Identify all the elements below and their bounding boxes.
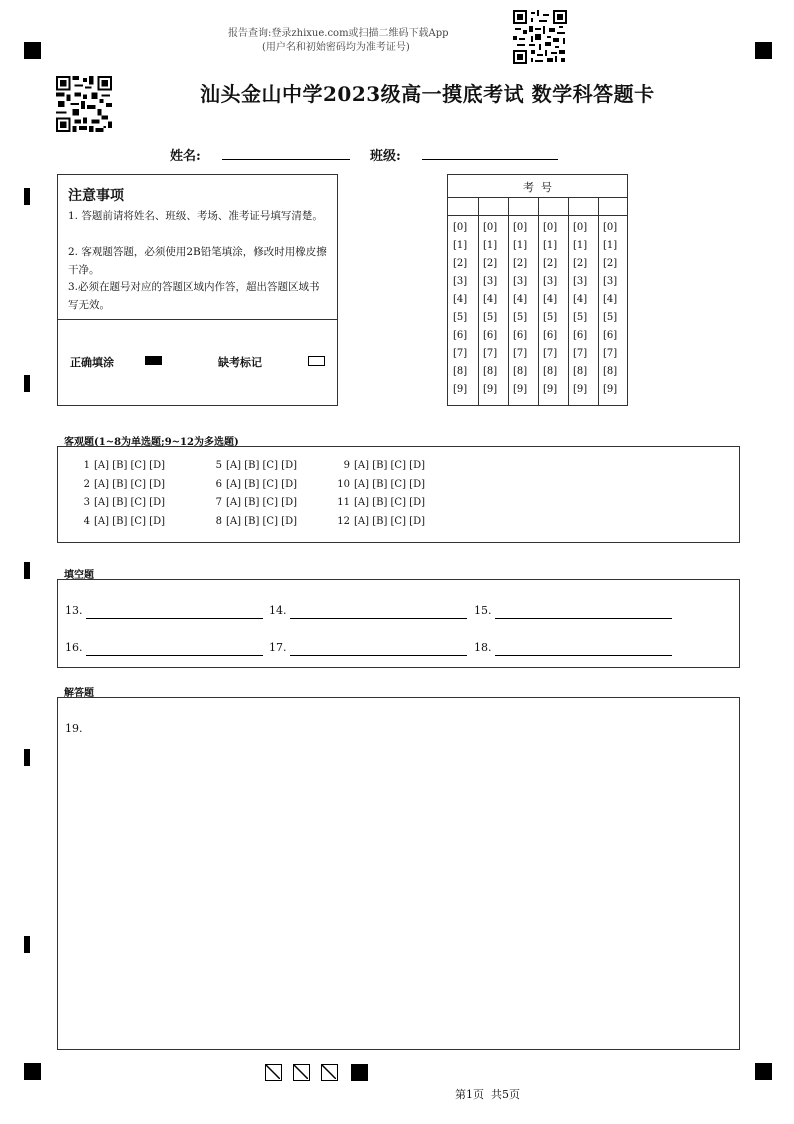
exam-digit-bubble[interactable]: [9] [513, 384, 528, 395]
exam-digit-bubble[interactable]: [2] [453, 258, 468, 269]
exam-digit-bubble[interactable]: [3] [603, 276, 618, 287]
exam-digit-bubble[interactable]: [8] [573, 366, 588, 377]
exam-digit-bubble[interactable]: [2] [603, 258, 618, 269]
choice-options[interactable]: [A] [B] [C] [D] [94, 516, 165, 528]
exam-digit-bubble[interactable]: [6] [603, 330, 618, 341]
registration-mark-top-left [24, 42, 41, 59]
question-number: 5 [215, 460, 222, 471]
exam-digit-bubble[interactable]: [4] [573, 294, 588, 305]
question-number: 8 [215, 516, 222, 528]
choice-options[interactable]: [A] [B] [C] [D] [226, 516, 297, 528]
choice-row[interactable] [76, 516, 165, 527]
registration-mark-bottom-right [755, 1063, 772, 1080]
exam-digit-bubble[interactable]: [7] [483, 348, 498, 359]
exam-digit-bubble[interactable]: [3] [453, 276, 468, 287]
notice-title: 注意事项 [68, 188, 124, 204]
login-hint-text: (用户名和初始密码均为准考证号) [262, 42, 410, 53]
exam-digit-bubble[interactable]: [2] [543, 258, 558, 269]
correct-fill-label: 正确填涂 [70, 356, 114, 369]
question-number: 7 [215, 497, 222, 509]
fill-blank-section-title: 填空题 [64, 570, 94, 581]
choice-options[interactable]: [A] [B] [C] [D] [354, 478, 425, 490]
choice-options[interactable]: [A] [B] [C] [D] [226, 497, 297, 509]
blank-number: 13. [65, 604, 83, 617]
exam-digit-bubble[interactable]: [1] [453, 240, 468, 251]
exam-digit-bubble[interactable]: [1] [543, 240, 558, 251]
class-field[interactable] [422, 159, 558, 160]
page-marker-box [293, 1064, 310, 1081]
exam-digit-bubble[interactable]: [7] [543, 348, 558, 359]
blank-number: 14. [269, 604, 287, 617]
blank-number: 16. [65, 641, 83, 654]
blank-answer-line[interactable] [290, 655, 467, 656]
question-number: 2 [83, 478, 90, 490]
choice-row[interactable] [336, 497, 425, 508]
question-number: 19. [65, 722, 83, 735]
exam-digit-bubble[interactable]: [8] [543, 366, 558, 377]
exam-digit-bubble[interactable]: [4] [513, 294, 528, 305]
exam-digit-bubble[interactable]: [0] [453, 222, 468, 233]
exam-digit-bubble[interactable]: [5] [453, 312, 468, 323]
name-label: 姓名: [170, 149, 201, 164]
exam-digit-bubble[interactable]: [4] [483, 294, 498, 305]
exam-digit-bubble[interactable]: [9] [603, 384, 618, 395]
exam-digit-bubble[interactable]: [6] [543, 330, 558, 341]
grid-line [508, 197, 509, 405]
exam-digit-bubble[interactable]: [6] [573, 330, 588, 341]
exam-digit-bubble[interactable]: [6] [513, 330, 528, 341]
exam-digit-bubble[interactable]: [7] [513, 348, 528, 359]
exam-digit-bubble[interactable]: [0] [543, 222, 558, 233]
page-number: 第1页 共5页 [455, 1088, 520, 1101]
blank-answer-line[interactable] [290, 618, 467, 619]
page-title: 汕头金山中学2023级高一摸底考试 数学科答题卡 [200, 82, 655, 106]
exam-digit-bubble[interactable]: [2] [483, 258, 498, 269]
blank-number: 15. [474, 604, 492, 617]
registration-mark-top-right [755, 42, 772, 59]
choice-row[interactable] [336, 479, 425, 490]
exam-digit-bubble[interactable]: [5] [543, 312, 558, 323]
exam-digit-bubble[interactable]: [9] [543, 384, 558, 395]
page-marker-filled [351, 1064, 368, 1081]
choice-row[interactable] [76, 479, 165, 490]
question-number: 11 [337, 497, 350, 509]
exam-digit-bubble[interactable]: [4] [453, 294, 468, 305]
blank-answer-line[interactable] [86, 655, 263, 656]
choice-options[interactable]: [A] [B] [C] [D] [226, 460, 297, 471]
exam-digit-bubble[interactable]: [0] [513, 222, 528, 233]
choice-row[interactable] [208, 516, 297, 527]
exam-digit-bubble[interactable]: [9] [573, 384, 588, 395]
grid-line [598, 197, 599, 405]
class-label: 班级: [370, 149, 401, 164]
exam-digit-bubble[interactable]: [8] [453, 366, 468, 377]
exam-digit-bubble[interactable]: [5] [483, 312, 498, 323]
exam-digit-bubble[interactable]: [0] [603, 222, 618, 233]
exam-digit-bubble[interactable]: [3] [573, 276, 588, 287]
notice-item: 1. 答题前请将姓名、班级、考场、准考证号填写清楚。 [68, 210, 323, 222]
objective-section-title: 客观题(1~8为单选题;9~12为多选题) [64, 437, 239, 448]
answer-section-title: 解答题 [64, 688, 94, 699]
exam-digit-bubble[interactable]: [0] [573, 222, 588, 233]
exam-digit-bubble[interactable]: [8] [483, 366, 498, 377]
question-number: 4 [83, 516, 90, 528]
app-qr-code [513, 10, 567, 64]
name-field[interactable] [222, 159, 350, 160]
choice-row[interactable] [76, 460, 165, 471]
timing-mark [24, 375, 30, 392]
grid-line [568, 197, 569, 405]
timing-mark [24, 562, 30, 579]
exam-digit-bubble[interactable]: [1] [513, 240, 528, 251]
exam-number-grid [447, 174, 628, 406]
exam-digit-bubble[interactable]: [8] [513, 366, 528, 377]
choice-options[interactable]: [A] [B] [C] [D] [94, 478, 165, 490]
grid-line [538, 197, 539, 405]
question-number: 3 [83, 497, 90, 509]
objective-box [57, 446, 740, 543]
fill-blank-box [57, 579, 740, 668]
blank-number: 18. [474, 641, 492, 654]
question-number: 12 [337, 516, 350, 528]
blank-answer-line[interactable] [86, 618, 263, 619]
notice-item: 3.必须在题号对应的答题区域内作答，超出答题区域书写无效。 [68, 281, 320, 311]
exam-digit-bubble[interactable]: [5] [513, 312, 528, 323]
exam-digit-bubble[interactable]: [8] [603, 366, 618, 377]
exam-digit-bubble[interactable]: [0] [483, 222, 498, 233]
timing-mark [24, 749, 30, 766]
exam-digit-bubble[interactable]: [4] [603, 294, 618, 305]
choice-options[interactable]: [A] [B] [C] [D] [226, 478, 297, 490]
exam-digit-bubble[interactable]: [6] [483, 330, 498, 341]
timing-mark [24, 936, 30, 953]
correct-fill-sample [145, 356, 162, 365]
exam-digit-bubble[interactable]: [5] [603, 312, 618, 323]
question-number: 9 [343, 460, 350, 471]
exam-digit-bubble[interactable]: [6] [453, 330, 468, 341]
grid-line [478, 197, 479, 405]
choice-row[interactable] [336, 516, 425, 527]
notice-item: 2. 客观题答题，必须使用2B铅笔填涂，修改时用橡皮擦干净。 [68, 246, 327, 276]
student-qr-code [56, 76, 112, 132]
choice-row[interactable] [208, 479, 297, 490]
registration-mark-bottom-left [24, 1063, 41, 1080]
choice-options[interactable]: [A] [B] [C] [D] [354, 460, 425, 471]
exam-digit-bubble[interactable]: [2] [513, 258, 528, 269]
question-number: 6 [215, 478, 222, 490]
absent-mark-label: 缺考标记 [218, 356, 262, 369]
choice-options[interactable]: [A] [B] [C] [D] [94, 460, 165, 471]
exam-number-title: 考 号 [523, 181, 552, 194]
question-number: 1 [83, 460, 90, 471]
page-marker-box [321, 1064, 338, 1081]
question-number: 10 [337, 478, 350, 490]
exam-digit-bubble[interactable]: [7] [573, 348, 588, 359]
exam-digit-bubble[interactable]: [5] [573, 312, 588, 323]
exam-digit-bubble[interactable]: [3] [513, 276, 528, 287]
exam-digit-bubble[interactable]: [9] [483, 384, 498, 395]
exam-digit-bubble[interactable]: [1] [573, 240, 588, 251]
exam-digit-bubble[interactable]: [9] [453, 384, 468, 395]
notice-divider [58, 319, 337, 320]
exam-digit-bubble[interactable]: [7] [453, 348, 468, 359]
choice-row[interactable] [208, 460, 297, 471]
choice-row[interactable] [336, 460, 425, 471]
absent-mark-checkbox[interactable] [308, 356, 325, 366]
blank-number: 17. [269, 641, 287, 654]
exam-digit-bubble[interactable]: [1] [603, 240, 618, 251]
blank-answer-line[interactable] [495, 618, 672, 619]
notice-box [57, 174, 338, 406]
exam-digit-bubble[interactable]: [3] [483, 276, 498, 287]
timing-mark [24, 188, 30, 205]
answer-box[interactable] [57, 697, 740, 1050]
blank-answer-line[interactable] [495, 655, 672, 656]
exam-digit-bubble[interactable]: [1] [483, 240, 498, 251]
exam-digit-bubble[interactable]: [2] [573, 258, 588, 269]
choice-row[interactable] [76, 497, 165, 508]
report-query-text: 报告查询:登录zhixue.com或扫描二维码下载App [228, 28, 449, 39]
exam-digit-bubble[interactable]: [3] [543, 276, 558, 287]
exam-digit-bubble[interactable]: [7] [603, 348, 618, 359]
choice-options[interactable]: [A] [B] [C] [D] [94, 497, 165, 509]
choice-options[interactable]: [A] [B] [C] [D] [354, 497, 425, 509]
page-marker-box [265, 1064, 282, 1081]
choice-row[interactable] [208, 497, 297, 508]
choice-options[interactable]: [A] [B] [C] [D] [354, 516, 425, 528]
exam-digit-bubble[interactable]: [4] [543, 294, 558, 305]
